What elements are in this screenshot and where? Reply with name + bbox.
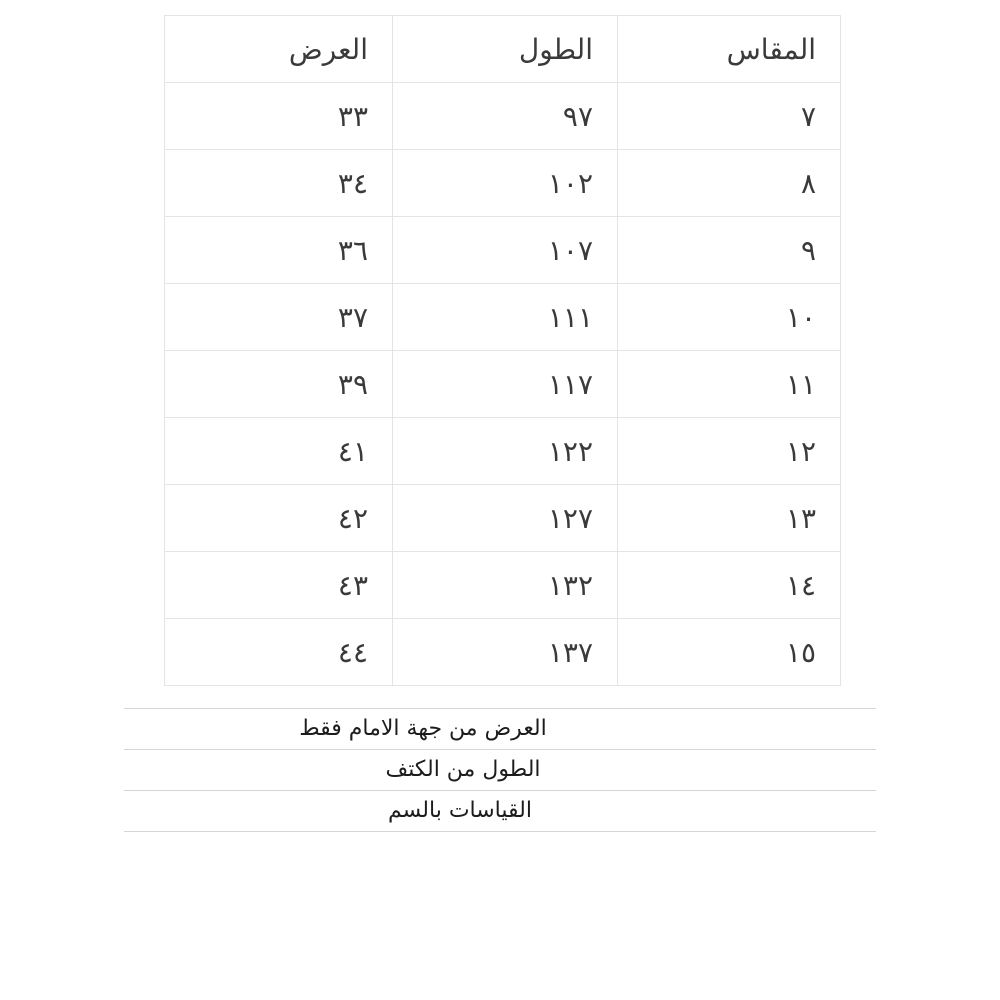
- cell-length: ١٢٢: [393, 418, 618, 485]
- cell-length: ١٢٧: [393, 485, 618, 552]
- cell-size: ١٥: [618, 619, 841, 686]
- size-table: [164, 15, 841, 686]
- cell-size: ١٤: [618, 552, 841, 619]
- cell-size: ١٣: [618, 485, 841, 552]
- cell-length: ١٣٢: [393, 552, 618, 619]
- note-row-length-shoulder: [124, 750, 876, 791]
- cell-length: ١١١: [393, 284, 618, 351]
- note-text: القياسات بالسم: [388, 798, 532, 823]
- table-row: [165, 619, 841, 686]
- cell-width: ٤٢: [165, 485, 393, 552]
- note-text: الطول من الكتف: [385, 757, 541, 782]
- cell-width: ٣٣: [165, 83, 393, 150]
- cell-length: ١١٧: [393, 351, 618, 418]
- cell-size: ١٠: [618, 284, 841, 351]
- cell-width: ٣٩: [165, 351, 393, 418]
- table-row: [165, 83, 841, 150]
- table-row: [165, 418, 841, 485]
- column-header-width: العرض: [165, 16, 393, 83]
- cell-length: ٩٧: [393, 83, 618, 150]
- note-text: العرض من جهة الامام فقط: [299, 716, 547, 741]
- note-row-width-front: [124, 709, 876, 750]
- cell-width: ٤١: [165, 418, 393, 485]
- cell-size: ٩: [618, 217, 841, 284]
- cell-size: ٨: [618, 150, 841, 217]
- cell-size: ١٢: [618, 418, 841, 485]
- cell-width: ٤٣: [165, 552, 393, 619]
- cell-size: ١١: [618, 351, 841, 418]
- cell-length: ١٠٧: [393, 217, 618, 284]
- note-row-units-cm: [124, 791, 876, 832]
- column-header-length: الطول: [393, 16, 618, 83]
- cell-width: ٣٦: [165, 217, 393, 284]
- cell-width: ٣٤: [165, 150, 393, 217]
- table-row: [165, 217, 841, 284]
- measurement-notes: [124, 708, 876, 832]
- table-row: [165, 552, 841, 619]
- table-row: [165, 284, 841, 351]
- cell-size: ٧: [618, 83, 841, 150]
- cell-length: ١٠٢: [393, 150, 618, 217]
- table-row: [165, 351, 841, 418]
- column-header-size: المقاس: [618, 16, 841, 83]
- cell-width: ٤٤: [165, 619, 393, 686]
- table-header-row: [165, 16, 841, 83]
- cell-width: ٣٧: [165, 284, 393, 351]
- table-row: [165, 150, 841, 217]
- table-row: [165, 485, 841, 552]
- cell-length: ١٣٧: [393, 619, 618, 686]
